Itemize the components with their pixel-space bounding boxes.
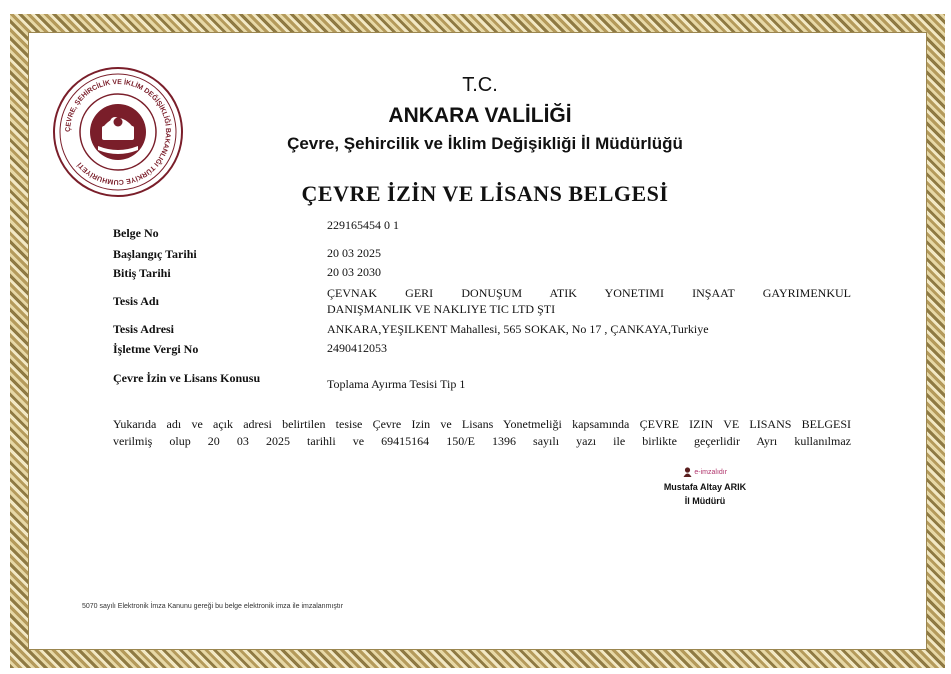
- e-signature-note: e-imzalıdır: [694, 469, 728, 476]
- paragraph-line-2: verilmiş olup 20 03 2025 tarihli ve 69415164 150/E 1396 sayılı yazı ile birlikte geçerlidir Ayrı kullanılmaz: [113, 434, 851, 448]
- ministry-seal: [52, 66, 184, 198]
- value-tesis-adi: ÇEVNAK GERI DONUŞUM ATIK YONETIMI INŞAAT GAYRIMENKUL: [327, 286, 851, 300]
- label-vergi-no: İşletme Vergi No: [113, 342, 199, 356]
- value-belge-no: 229165454 0 1: [327, 218, 399, 232]
- paragraph-line-1: Yukarıda adı ve açık adresi belirtilen tesise Çevre Izin ve Lisans Yonetmeliği kapsamında ÇEVRE IZIN VE LISANS BELGESI: [113, 417, 851, 431]
- label-tesis-adi: Tesis Adı: [113, 294, 159, 308]
- header-valilik: ANKARA VALİLİĞİ: [388, 104, 572, 127]
- value-tesis-adi-line2: DANIŞMANLIK VE NAKLIYE TIC LTD ŞTI: [327, 302, 556, 316]
- header-mudurluk: Çevre, Şehircilik ve İklim Değişikliği İl Müdürlüğü: [287, 134, 683, 153]
- header-tc: T.C.: [462, 74, 498, 96]
- svg-text:ÇEVRE, ŞEHİRCİLİK VE İKLİM DEĞ: ÇEVRE, ŞEHİRCİLİK VE İKLİM DEĞİŞİKLİĞİ BAKANLIĞI TÜRKİYE CUMHURİYETİ: [64, 78, 172, 186]
- person-icon: [683, 467, 692, 477]
- signer-role: İl Müdürü: [684, 496, 726, 506]
- label-belge-no: Belge No: [113, 226, 159, 240]
- label-konu: Çevre İzin ve Lisans Konusu: [113, 371, 261, 385]
- value-bitis: 20 03 2030: [327, 265, 381, 279]
- label-bitis: Bitiş Tarihi: [113, 266, 171, 280]
- label-baslangic: Başlangıç Tarihi: [113, 247, 197, 261]
- validity-paragraph: [113, 416, 851, 450]
- value-baslangic: 20 03 2025: [327, 246, 381, 260]
- label-tesis-adresi: Tesis Adresi: [113, 322, 175, 336]
- footer-note: 5070 sayılı Elektronik İmza Kanunu gereği bu belge elektronik imza ile imzalanmıştır: [82, 603, 344, 610]
- signer-name: Mustafa Altay ARIK: [663, 482, 747, 492]
- value-vergi-no: 2490412053: [327, 341, 387, 355]
- value-konu: Toplama Ayırma Tesisi Tip 1: [327, 377, 466, 391]
- value-tesis-adresi: ANKARA,YEŞILKENT Mahallesi, 565 SOKAK, No 17 , ÇANKAYA,Turkiye: [327, 322, 709, 336]
- document-title: ÇEVRE İZİN VE LİSANS BELGESİ: [301, 181, 669, 206]
- signature-block: [640, 464, 770, 508]
